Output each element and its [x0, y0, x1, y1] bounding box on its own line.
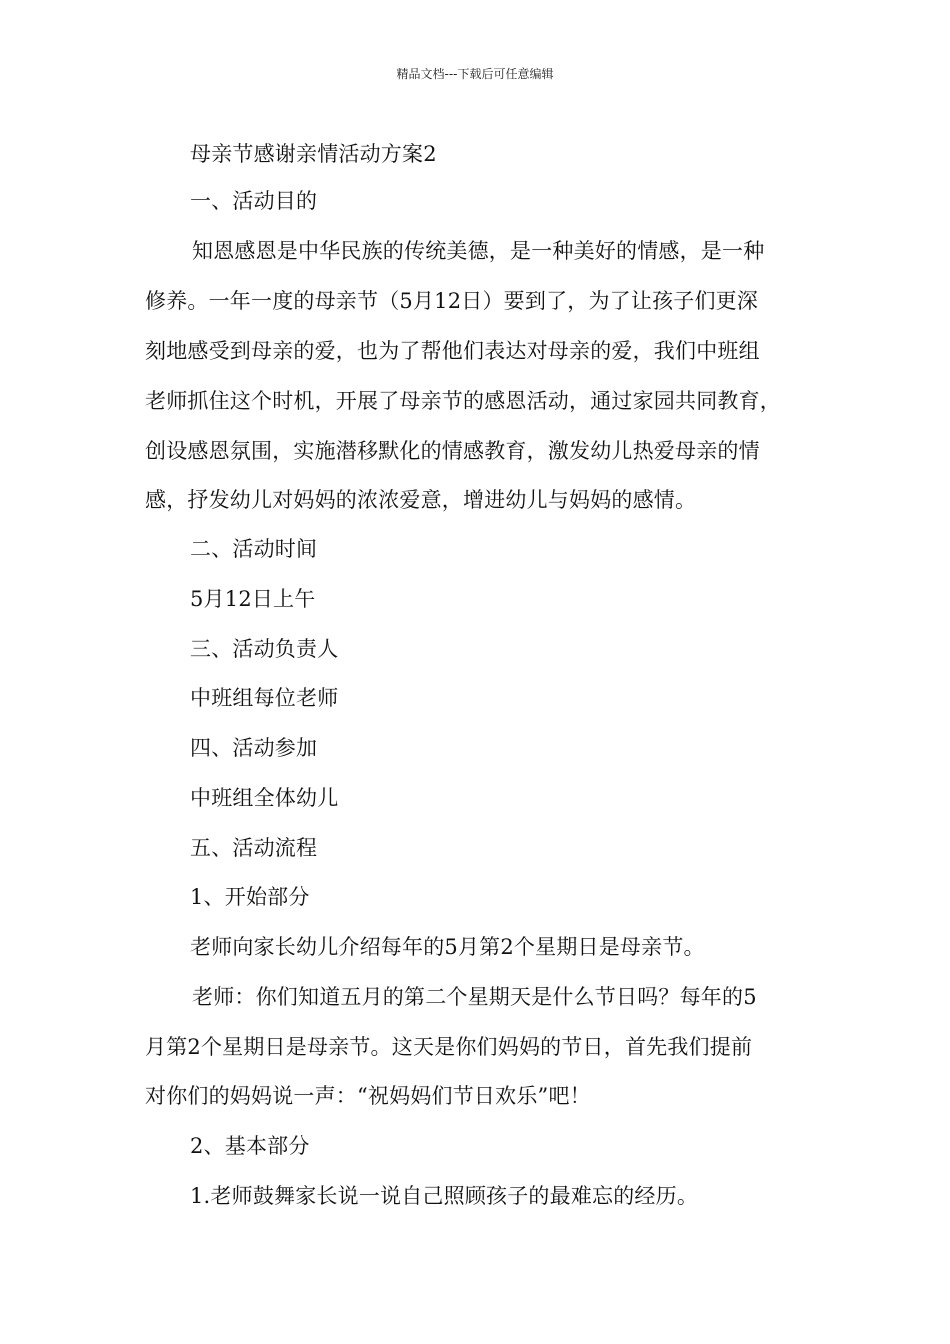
step2-item: 1.老师鼓舞家长说一说自己照顾孩子的最难忘的经历。	[190, 1184, 699, 1208]
section4-heading: 四、活动参加	[190, 736, 318, 760]
section3-heading: 三、活动负责人	[190, 637, 339, 661]
page-header: 精品文档---下载后可任意编辑	[396, 67, 554, 81]
section5-heading: 五、活动流程	[190, 836, 318, 860]
para1-line: 修养。一年一度的母亲节（5月12日）要到了，为了让孩子们更深	[145, 289, 759, 313]
para1-line: 刻地感受到母亲的爱，也为了帮他们表达对母亲的爱，我们中班组	[145, 339, 760, 363]
para2-line: 对你们的妈妈说一声：“祝妈妈们节日欢乐”吧！	[145, 1084, 591, 1108]
section1-heading: 一、活动目的	[190, 189, 318, 213]
document-title: 母亲节感谢亲情活动方案2	[190, 142, 437, 166]
section2-heading: 二、活动时间	[190, 537, 318, 561]
para2-line: 老师：你们知道五月的第二个星期天是什么节日吗？每年的5	[192, 985, 757, 1009]
para2-line: 月第2个星期日是母亲节。这天是你们妈妈的节日，首先我们提前	[145, 1035, 753, 1059]
step1-heading: 1、开始部分	[190, 885, 310, 909]
step2-heading: 2、基本部分	[190, 1134, 310, 1158]
para1-line: 老师抓住这个时机，开展了母亲节的感恩活动，通过家园共同教育，	[145, 389, 781, 413]
para1-line: 创设感恩氛围，实施潜移默化的情感教育，激发幼儿热爱母亲的情	[145, 439, 760, 463]
section4-body: 中班组全体幼儿	[190, 786, 339, 810]
para1-line: 知恩感恩是中华民族的传统美德，是一种美好的情感，是一种	[192, 239, 765, 263]
step1-body: 老师向家长幼儿介绍每年的5月第2个星期日是母亲节。	[190, 935, 705, 959]
section3-body: 中班组每位老师	[190, 686, 339, 710]
para1-line: 感，抒发幼儿对妈妈的浓浓爱意，增进幼儿与妈妈的感情。	[145, 488, 697, 512]
section2-body: 5月12日上午	[190, 587, 316, 611]
